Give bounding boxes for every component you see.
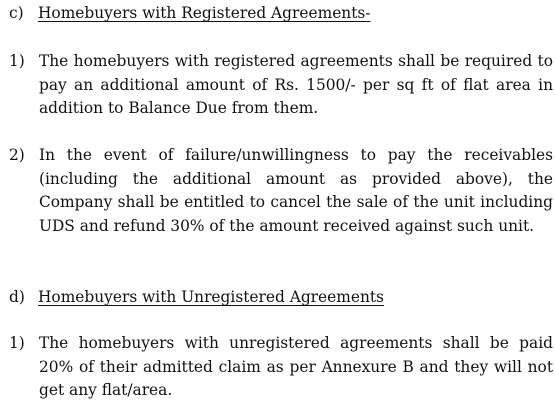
section-c-title: Homebuyers with Registered Agreements- bbox=[38, 4, 371, 22]
section-c-marker: c) bbox=[9, 4, 24, 22]
section-c-heading bbox=[9, 2, 371, 25]
section-d-marker: d) bbox=[9, 288, 25, 306]
section-d-item-1 bbox=[9, 332, 553, 403]
section-c-item-2-number: 2) bbox=[9, 146, 25, 164]
section-c-item-1-text: The homebuyers with registered agreements shall be required to pay an additional amount of Rs. 1500/- per sq ft of flat area in addition to Balance Due from them. bbox=[39, 52, 553, 117]
section-c-item-1 bbox=[9, 50, 553, 121]
section-d-heading bbox=[9, 286, 384, 309]
section-c-item-2-text: In the event of failure/unwillingness to pay the receivables (including the additional amount as provided above), the Company shall be entitled to cancel the sale of the unit including UDS and refund 30% of the amount received against such unit. bbox=[39, 146, 553, 235]
section-d-item-1-number: 1) bbox=[9, 334, 25, 352]
section-c-item-1-number: 1) bbox=[9, 52, 25, 70]
section-c-item-2 bbox=[9, 144, 553, 238]
section-d-item-1-text: The homebuyers with unregistered agreements shall be paid 20% of their admitted claim as per Annexure B and they will not get any flat/area. bbox=[39, 334, 553, 399]
section-d-title: Homebuyers with Unregistered Agreements bbox=[38, 288, 384, 306]
